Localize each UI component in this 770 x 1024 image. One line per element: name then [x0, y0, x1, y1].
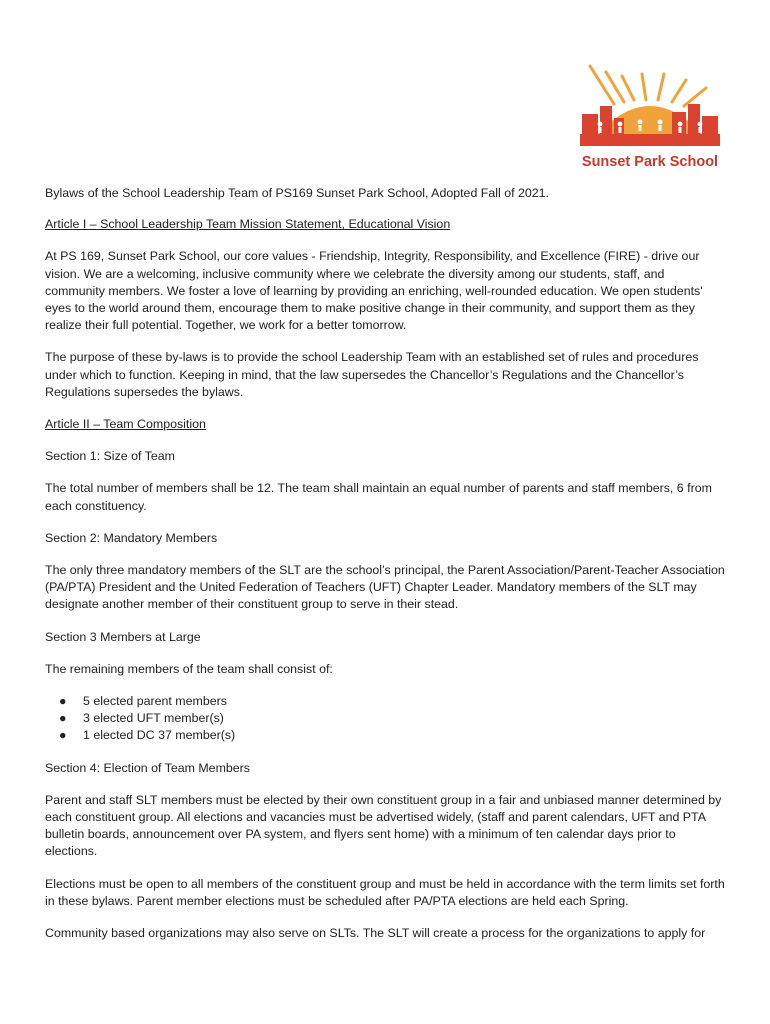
school-logo [576, 62, 724, 174]
bullet-icon: ● [59, 711, 67, 726]
members-list [45, 693, 727, 745]
article1-heading: Article I – School Leadership Team Mission Statement, Educational Vision [45, 217, 451, 232]
section4-paragraph-1: Parent and staff SLT members must be elected by their own constituent group in a fair and unbiased manner determined by each constituent group. All elections and vacancies must be advertised widely, (staff and parent calendars, UFT and PTA bulletin boards, announcement over PA system, and flyers sent home) with a minimum of ten calendar days prior to elections. [45, 792, 722, 859]
bullet-icon: ● [59, 728, 67, 743]
purpose-paragraph: The purpose of these by-laws is to provide the school Leadership Team with an established set of rules and procedures under which to function. Keeping in mind, that the law supersedes the Chancellor’s Regulations and the Chancellor’s Regulations supersedes the bylaws. [45, 350, 699, 399]
section1-title: Section 1: Size of Team [45, 449, 175, 464]
list-item-text: 5 elected parent members [83, 694, 227, 709]
sun-shape [596, 106, 704, 136]
section4-title: Section 4: Election of Team Members [45, 760, 251, 775]
sun-rays [590, 66, 706, 106]
bullet-icon: ● [59, 694, 67, 709]
section3-text: The remaining members of the team shall consist of: [45, 661, 333, 676]
list-item [59, 693, 727, 710]
section2-text: The only three mandatory members of the SLT are the school’s principal, the Parent Association/Parent-Teacher Association (PA/PTA) President and the United Federation of Teachers (UFT) Chapter Leader. Mandatory members of the SLT may designate another member of their constituent group to serve in their stead. [45, 563, 725, 612]
list-item [59, 727, 727, 744]
section4-paragraph-2: Elections must be open to all members of the constituent group and must be held in accordance with the term limits set forth in these bylaws. Parent member elections must be scheduled after PA/PTA elections are held each Spring. [45, 876, 725, 908]
list-item-text: 1 elected DC 37 member(s) [83, 728, 236, 743]
list-item-text: 3 elected UFT member(s) [83, 711, 224, 726]
logo-wordmark: Sunset Park School [581, 154, 719, 170]
document-title: Bylaws of the School Leadership Team of PS169 Sunset Park School, Adopted Fall of 2021. [45, 186, 549, 200]
section4-paragraph-3: Community based organizations may also serve on SLTs. The SLT will create a process for the organizations to apply for [45, 926, 706, 941]
document-body [45, 185, 727, 957]
section1-text: The total number of members shall be 12. The team shall maintain an equal number of parents and staff members, 6 from each constituency. [45, 481, 712, 513]
section2-title: Section 2: Mandatory Members [45, 530, 218, 545]
list-item [59, 710, 727, 727]
mission-paragraph: At PS 169, Sunset Park School, our core values - Friendship, Integrity, Responsibility, and Excellence (FIRE) - drive our vision. We are a welcoming, inclusive community where we celebrate the diversity among our students, staff, and community members. We foster a love of learning by providing an enriching, well-rounded education. We open students' eyes to the world around them, encourage them to make positive change in their community, and support them as they realize their full potential. Together, we work for a better tomorrow. [45, 249, 703, 333]
section3-title: Section 3 Members at Large [45, 629, 201, 644]
article2-heading: Article II – Team Composition [45, 417, 206, 432]
